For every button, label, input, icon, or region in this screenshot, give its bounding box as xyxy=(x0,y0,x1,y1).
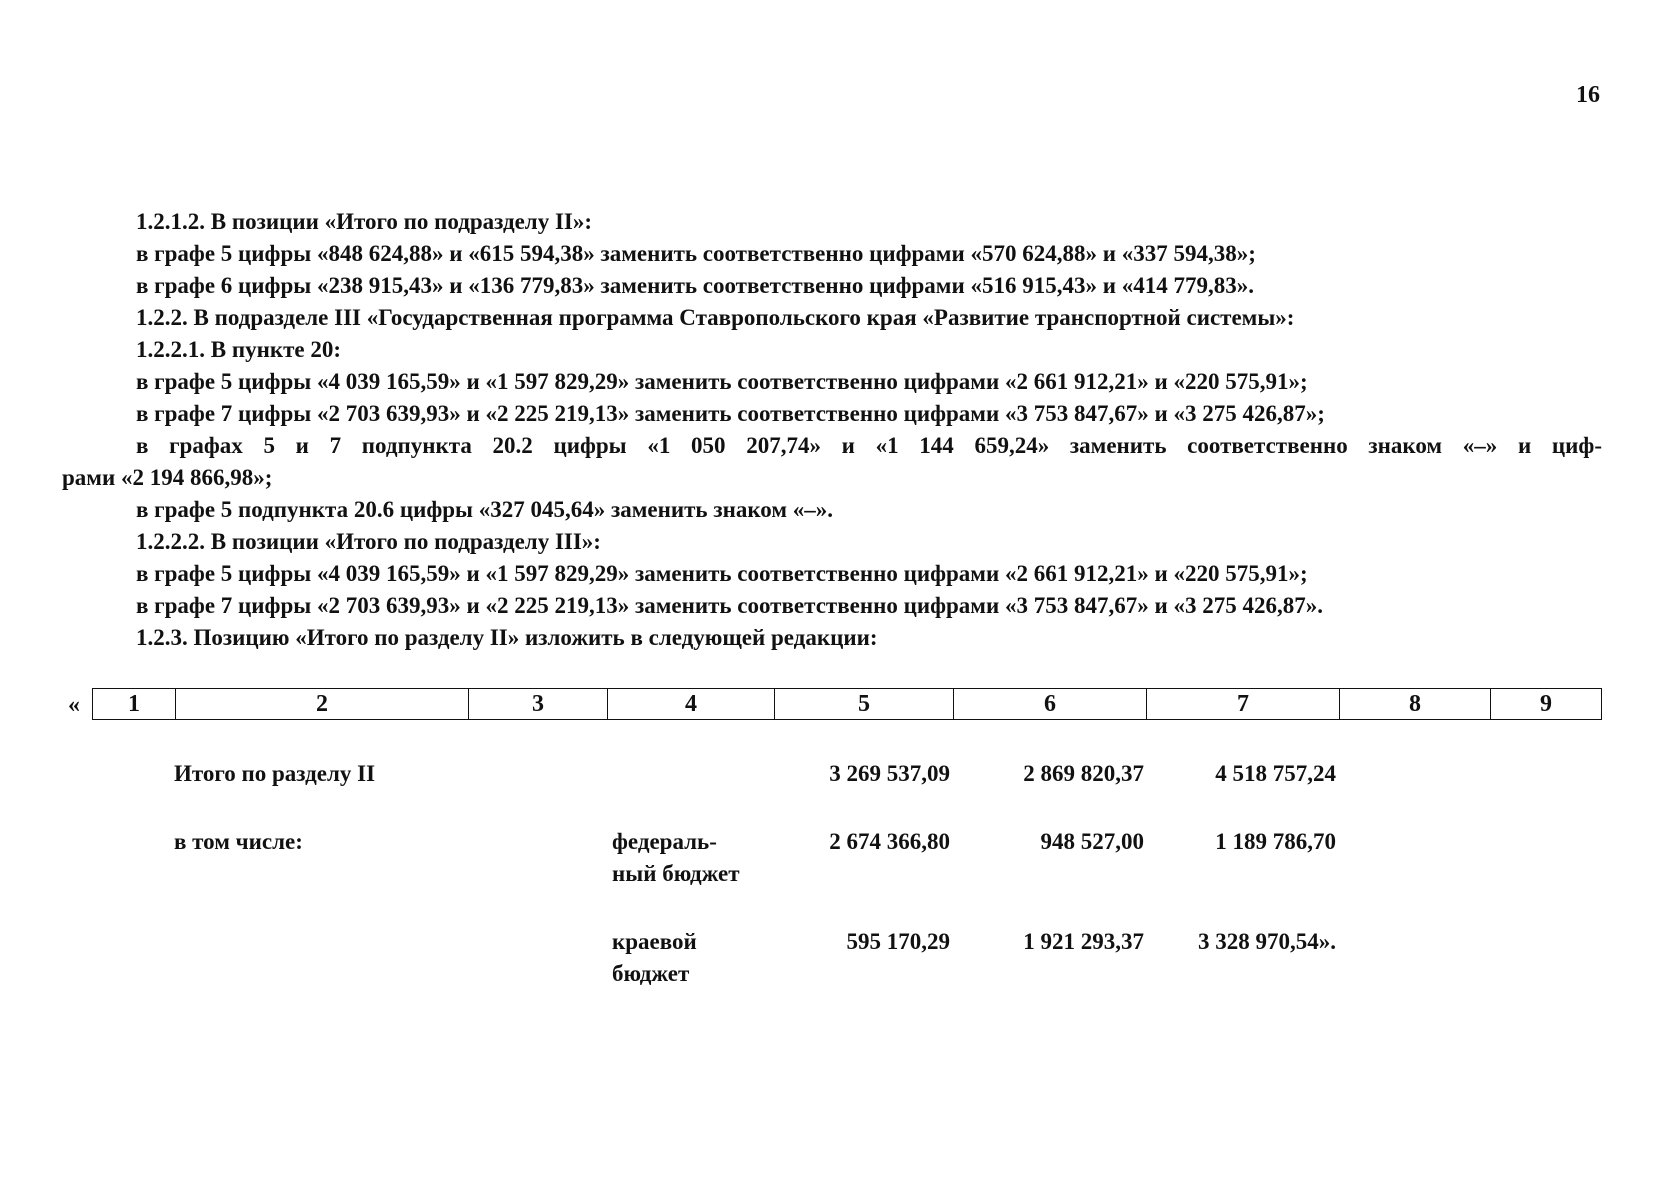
opening-quote: « xyxy=(68,692,80,718)
paragraph: в графах 5 и 7 подпункта 20.2 цифры «1 050 207,74» и «1 144 659,24» заменить соответственно знаком «–» и циф- xyxy=(136,433,1602,458)
document-body xyxy=(62,206,1602,654)
paragraph: в графе 5 цифры «4 039 165,59» и «1 597 829,29» заменить соответственно цифрами «2 661 912,21» и «220 575,91»; xyxy=(136,561,1308,586)
row-value-col7: 3 328 970,54». xyxy=(1198,929,1336,954)
row-label: в том числе: xyxy=(174,829,303,854)
header-cell-3: 3 xyxy=(469,689,608,720)
row-value-col5: 3 269 537,09 xyxy=(829,761,950,786)
paragraph: 1.2.3. Позицию «Итого по разделу II» изложить в следующей редакции: xyxy=(136,625,878,650)
paragraph: 1.2.2.1. В пункте 20: xyxy=(136,337,342,362)
paragraph: в графе 5 цифры «4 039 165,59» и «1 597 829,29» заменить соответственно цифрами «2 661 912,21» и «220 575,91»; xyxy=(136,369,1308,394)
row-value-col5: 2 674 366,80 xyxy=(829,829,950,854)
paragraph: 1.2.2.2. В позиции «Итого по подразделу III»: xyxy=(136,529,601,554)
paragraph: в графе 7 цифры «2 703 639,93» и «2 225 219,13» заменить соответственно цифрами «3 753 847,67» и «3 275 426,87»; xyxy=(136,401,1325,426)
row-source-line2: бюджет xyxy=(612,961,690,986)
row-value-col5: 595 170,29 xyxy=(846,929,950,954)
header-cell-5: 5 xyxy=(775,689,954,720)
row-value-col6: 2 869 820,37 xyxy=(1023,761,1144,786)
header-cell-9: 9 xyxy=(1491,689,1602,720)
row-label: Итого по разделу II xyxy=(174,761,376,786)
paragraph: в графе 7 цифры «2 703 639,93» и «2 225 219,13» заменить соответственно цифрами «3 753 847,67» и «3 275 426,87». xyxy=(136,593,1323,618)
row-value-col7: 1 189 786,70 xyxy=(1215,829,1336,854)
header-cell-6: 6 xyxy=(954,689,1147,720)
paragraph: 1.2.1.2. В позиции «Итого по подразделу II»: xyxy=(136,209,593,234)
paragraph: в графе 5 цифры «848 624,88» и «615 594,38» заменить соответственно цифрами «570 624,88» и «337 594,38»; xyxy=(136,241,1256,266)
header-cell-7: 7 xyxy=(1147,689,1340,720)
paragraph: 1.2.2. В подразделе III «Государственная программа Ставропольского края «Развитие транспортной системы»: xyxy=(136,305,1295,330)
header-cell-8: 8 xyxy=(1340,689,1491,720)
header-cell-2: 2 xyxy=(176,689,469,720)
header-cell-1: 1 xyxy=(93,689,176,720)
paragraph: в графе 5 подпункта 20.6 цифры «327 045,64» заменить знаком «–». xyxy=(136,497,834,522)
column-number-header xyxy=(92,688,1602,720)
row-value-col6: 1 921 293,37 xyxy=(1023,929,1144,954)
row-source-line1: федераль- xyxy=(612,829,717,854)
row-source-line2: ный бюджет xyxy=(612,861,740,886)
paragraph-continuation: рами «2 194 866,98»; xyxy=(62,465,273,490)
header-cell-4: 4 xyxy=(608,689,775,720)
row-value-col7: 4 518 757,24 xyxy=(1215,761,1336,786)
paragraph: в графе 6 цифры «238 915,43» и «136 779,83» заменить соответственно цифрами «516 915,43» и «414 779,83». xyxy=(136,273,1254,298)
row-source-line1: краевой xyxy=(612,929,697,954)
page-number: 16 xyxy=(1576,82,1600,108)
row-value-col6: 948 527,00 xyxy=(1040,829,1144,854)
